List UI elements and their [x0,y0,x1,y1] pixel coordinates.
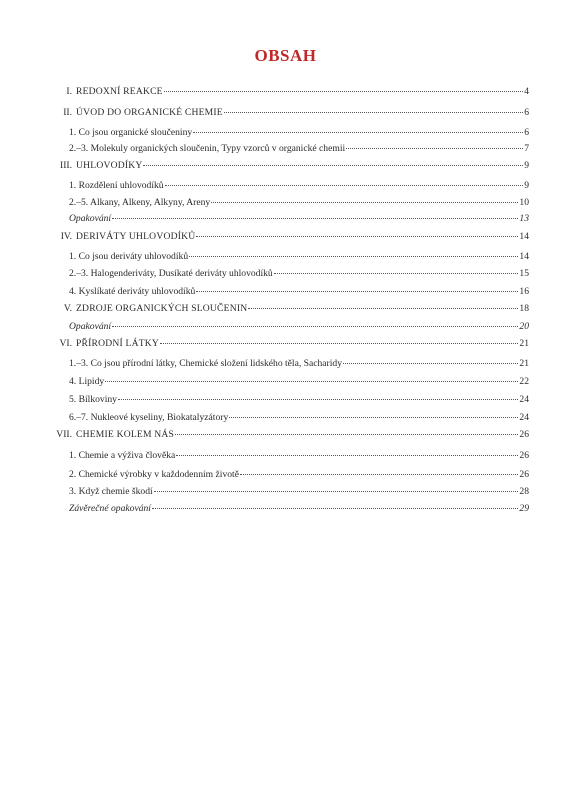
toc-entry-number: VII. [56,429,72,440]
toc-dot-leader [154,491,519,492]
toc-entry-label: 1. Rozdělení uhlovodíků [69,180,164,191]
toc-entry-page-number: 13 [519,213,529,224]
toc-entry-page-number: 7 [524,143,529,154]
toc-entry[interactable] [48,303,529,315]
toc-entry-page-number: 4 [524,86,529,97]
toc-entry-label: 3. Když chemie škodí [69,486,153,497]
toc-entry[interactable] [48,160,529,172]
toc-dot-leader [224,112,523,113]
toc-dot-leader [160,343,518,344]
toc-entry-label: ZDROJE ORGANICKÝCH SLOUČENIN [76,303,248,314]
toc-entry-page-number: 22 [519,376,529,387]
toc-entry-page-number: 18 [519,303,529,314]
toc-entry[interactable] [69,321,529,333]
toc-dot-leader [143,165,523,166]
toc-dot-leader [229,417,518,418]
toc-entry[interactable] [69,197,529,209]
toc-dot-leader [196,291,518,292]
toc-entry-page-number: 29 [519,503,529,514]
toc-entry-page-number: 24 [519,412,529,423]
toc-entry-label: 2.–3. Halogenderiváty, Dusíkaté deriváty uhlovodíků [69,268,273,279]
toc-entry[interactable] [69,376,529,388]
toc-entry-label: 2.–5. Alkany, Alkeny, Alkyny, Areny [69,197,211,208]
toc-dot-leader [112,326,518,327]
toc-entry-page-number: 20 [519,321,529,332]
toc-entry-number: I. [66,86,72,97]
toc-entry[interactable] [69,503,529,515]
toc-entry[interactable] [69,412,529,424]
toc-entry-number: II. [63,107,72,118]
toc-entry-label: REDOXNÍ REAKCE [76,86,163,97]
toc-entry-number: IV. [60,231,72,242]
toc-entry[interactable] [69,143,529,155]
toc-entry-label: Opakování [69,213,112,224]
toc-dot-leader [112,218,518,219]
toc-entry-page-number: 9 [524,160,529,171]
toc-dot-leader [105,381,518,382]
toc-entry-number: V. [63,303,72,314]
toc-entry[interactable] [48,338,529,350]
toc-entry-label: 6.–7. Nukleové kyseliny, Biokatalyzátory [69,412,229,423]
toc-dot-leader [240,474,518,475]
toc-entry-number: VI. [59,338,72,349]
toc-entry[interactable] [69,180,529,192]
toc-dot-leader [211,202,518,203]
toc-entry[interactable] [69,251,529,263]
toc-entry-label: Opakování [69,321,112,332]
toc-dot-leader [118,399,518,400]
toc-entry-number: III. [60,160,72,171]
toc-dot-leader [164,91,523,92]
toc-entry[interactable] [69,358,529,370]
toc-entry-label: 1. Chemie a výživa člověka [69,450,176,461]
toc-dot-leader [165,185,524,186]
toc-entry[interactable] [69,286,529,298]
toc-entry[interactable] [69,486,529,498]
toc-entry-label: CHEMIE KOLEM NÁS [76,429,175,440]
toc-dot-leader [346,148,523,149]
toc-entry-page-number: 10 [519,197,529,208]
toc-entry-label: 1.–3. Co jsou přírodní látky, Chemické složení lidského těla, Sacharidy [69,358,343,369]
toc-dot-leader [152,508,518,509]
toc-entry-page-number: 6 [524,127,529,138]
toc-entry-page-number: 26 [519,469,529,480]
toc-entry-label: ÚVOD DO ORGANICKÉ CHEMIE [76,107,223,118]
toc-entry[interactable] [69,469,529,481]
toc-entry-label: DERIVÁTY UHLOVODÍKŮ [76,231,196,242]
toc-entry-page-number: 14 [519,231,529,242]
toc-entry-label: 1. Co jsou organické sloučeniny [69,127,193,138]
toc-dot-leader [175,434,518,435]
toc-dot-leader [176,455,518,456]
toc-entry-label: 4. Lipidy [69,376,105,387]
toc-entry-page-number: 26 [519,450,529,461]
toc-entry-label: 5. Bílkoviny [69,394,117,405]
page-title: OBSAH [254,46,317,65]
toc-entry-label: 4. Kyslíkaté deriváty uhlovodíků [69,286,196,297]
toc-entry[interactable] [69,394,529,406]
toc-dot-leader [189,256,518,257]
toc-dot-leader [274,273,519,274]
toc-dot-leader [193,132,523,133]
toc-entry-page-number: 26 [519,429,529,440]
toc-entry[interactable] [69,450,529,462]
toc-entry[interactable] [48,107,529,119]
toc-entry-label: 2.–3. Molekuly organických sloučenin, Typy vzorců v organické chemii [69,143,346,154]
toc-entry[interactable] [69,127,529,139]
toc-entry-page-number: 21 [519,338,529,349]
toc-entry-page-number: 21 [519,358,529,369]
toc-entry-page-number: 15 [519,268,529,279]
toc-entry-label: UHLOVODÍKY [76,160,143,171]
toc-entry[interactable] [48,86,529,98]
toc-entry-label: PŘÍRODNÍ LÁTKY [76,338,160,349]
toc-dot-leader [248,308,518,309]
toc-entry[interactable] [69,268,529,280]
toc-entry[interactable] [48,231,529,243]
toc-dot-leader [343,363,518,364]
toc-entry-page-number: 14 [519,251,529,262]
toc-entry-page-number: 9 [524,180,529,191]
toc-entry-label: Závěrečné opakování [69,503,151,514]
toc-entry-page-number: 6 [524,107,529,118]
toc-entry-label: 1. Co jsou deriváty uhlovodíků [69,251,189,262]
toc-entry-page-number: 16 [519,286,529,297]
toc-entry[interactable] [48,429,529,441]
toc-entry-page-number: 24 [519,394,529,405]
toc-entry-page-number: 28 [519,486,529,497]
toc-entry[interactable] [69,213,529,225]
toc-entry-label: 2. Chemické výrobky v každodenním životě [69,469,239,480]
toc-dot-leader [196,236,518,237]
